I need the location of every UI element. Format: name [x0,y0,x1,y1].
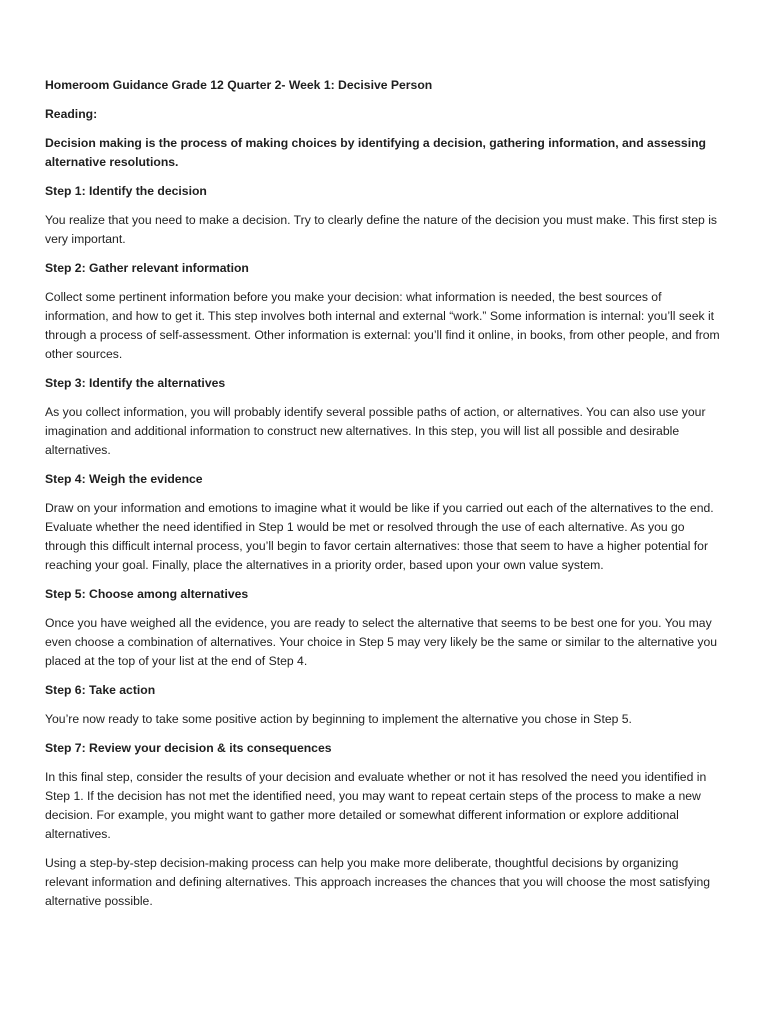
step-heading: Step 5: Choose among alternatives [45,587,249,601]
closing-paragraph: Using a step-by-step decision-making process can help you make more deliberate, thoughtful decisions by organizing relevant information and defining alternatives. This approach increases the chances that you will choose the most satisfying alternative possible. [45,856,711,908]
step-heading: Step 6: Take action [45,683,156,697]
reading-label: Reading: [45,107,98,121]
step-3 [45,374,723,460]
step-1 [45,182,723,249]
step-heading: Step 1: Identify the decision [45,184,207,198]
step-7 [45,739,723,844]
step-body: Draw on your information and emotions to imagine what it would be like if you carried out each of the alternatives to the end. Evaluate whether the need identified in Step 1 would be met or resolved through the use of each alternative. As you go through this difficult internal process, you’ll begin to favor certain alternatives: those that seem to have a higher potential for reaching your goal. Finally, place the alternatives in a priority order, based upon your own value system. [45,501,714,572]
step-6 [45,681,723,729]
step-5 [45,585,723,671]
intro-paragraph: Decision making is the process of making choices by identifying a decision, gathering information, and assessing alternative resolutions. [45,136,706,169]
step-heading: Step 2: Gather relevant information [45,261,249,275]
step-heading: Step 4: Weigh the evidence [45,472,203,486]
step-heading: Step 3: Identify the alternatives [45,376,226,390]
document-title: Homeroom Guidance Grade 12 Quarter 2- Week 1: Decisive Person [45,78,433,92]
step-body: As you collect information, you will probably identify several possible paths of action, or alternatives. You can also use your imagination and additional information to construct new alternatives. In this step, you will list all possible and desirable alternatives. [45,405,706,457]
step-body: You realize that you need to make a decision. Try to clearly define the nature of the decision you must make. This first step is very important. [45,213,718,246]
step-body: You’re now ready to take some positive action by beginning to implement the alternative you chose in Step 5. [45,712,632,726]
step-heading: Step 7: Review your decision & its consequences [45,741,332,755]
step-body: Once you have weighed all the evidence, you are ready to select the alternative that seems to be best one for you. You may even choose a combination of alternatives. Your choice in Step 5 may very likely be the same or similar to the alternative you placed at the top of your list at the end of Step 4. [45,616,718,668]
step-body: In this final step, consider the results of your decision and evaluate whether or not it has resolved the need you identified in Step 1. If the decision has not met the identified need, you may want to repeat certain steps of the process to make a new decision. For example, you might want to gather more detailed or somewhat different information or explore additional alternatives. [45,770,707,841]
step-4 [45,470,723,575]
step-body: Collect some pertinent information before you make your decision: what information is needed, the best sources of information, and how to get it. This step involves both internal and external “work.” Some information is internal: you’ll seek it through a process of self-assessment. Other information is external: you’ll find it online, in books, from other people, and from other sources. [45,290,720,361]
step-2 [45,259,723,364]
